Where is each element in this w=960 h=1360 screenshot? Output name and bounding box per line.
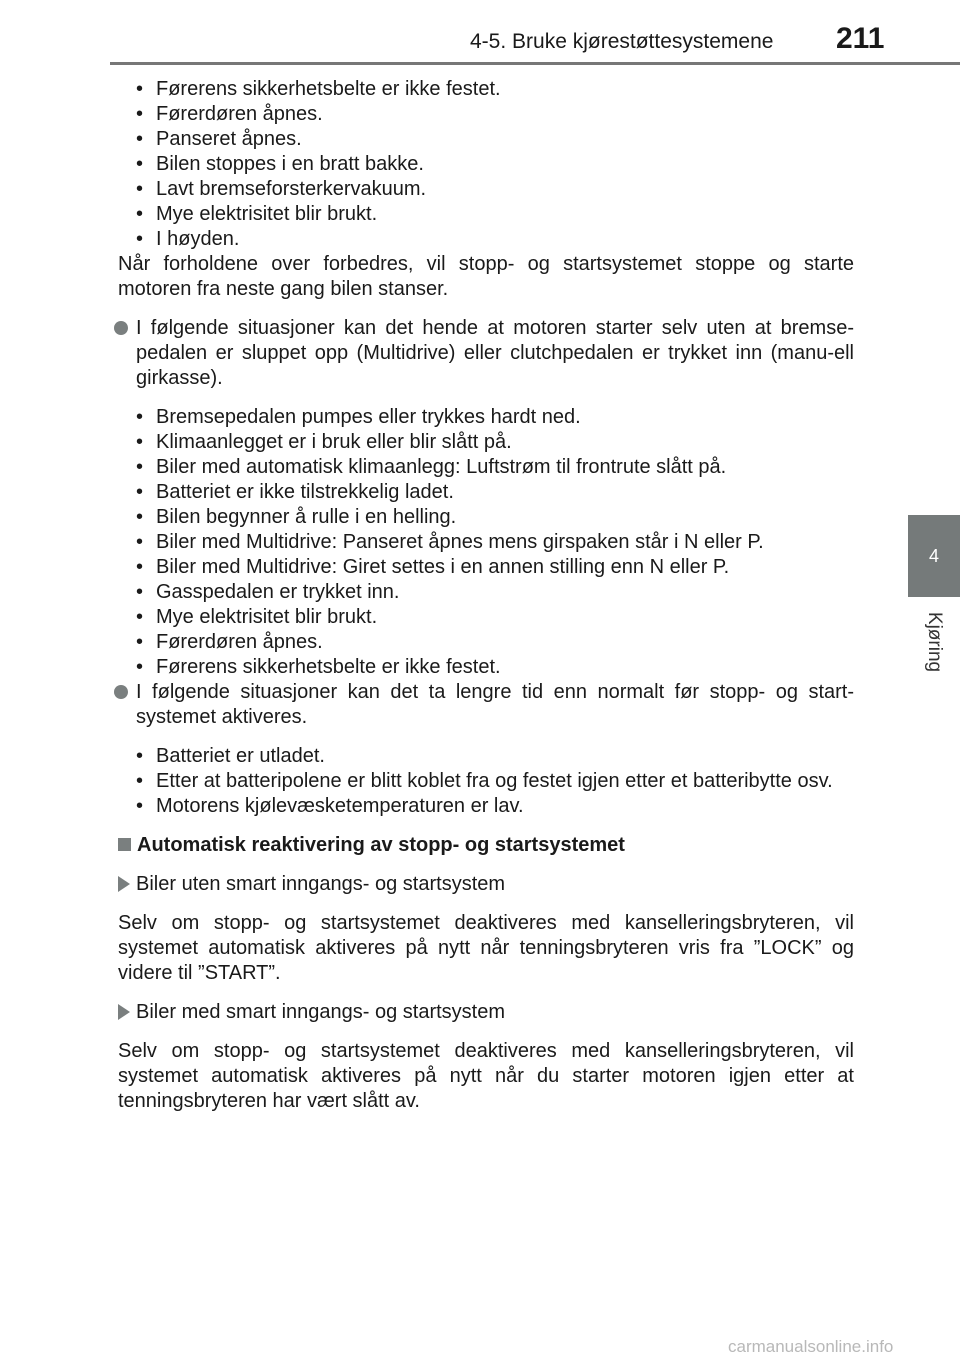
bullet-list-1 (118, 77, 854, 252)
list-item: • Førerens sikkerhetsbelte er ikke festet. (136, 77, 854, 102)
list-item: • Biler med automatisk klimaanlegg: Luftstrøm til frontrute slått på. (136, 455, 854, 480)
page-number: 211 (836, 22, 885, 55)
subsection-title-1 (118, 872, 854, 897)
list-item: • Biler med Multidrive: Giret settes i en annen stilling enn N eller P. (136, 555, 854, 580)
list-item: • Klimaanlegget er i bruk eller blir slått på. (136, 430, 854, 455)
list-item: • Panseret åpnes. (136, 127, 854, 152)
list-item: • Motorens kjølevæsketemperaturen er lav. (136, 794, 854, 819)
list-item: • Mye elektrisitet blir brukt. (136, 605, 854, 630)
paragraph: Når forholdene over forbedres, vil stopp- og startsystemet stoppe og starte motoren fra neste gang bilen stanser. (118, 253, 854, 300)
page-content (118, 77, 854, 1114)
heading-text: Automatisk reaktivering av stopp- og startsystemet (137, 834, 625, 856)
list-item: • Bilen stoppes i en bratt bakke. (136, 152, 854, 177)
list-item: • Førerdøren åpnes. (136, 102, 854, 127)
section-title: 4-5. Bruke kjørestøttesystemene (470, 30, 774, 53)
circle-point-1 (118, 316, 854, 391)
list-item: • Lavt bremseforsterkervakuum. (136, 177, 854, 202)
list-item: • I høyden. (136, 227, 854, 252)
subsection-title-text: Biler med smart inngangs- og startsystem (136, 1001, 506, 1023)
list-item: • Mye elektrisitet blir brukt. (136, 202, 854, 227)
square-bullet-icon (118, 838, 131, 851)
bullet-list-2 (118, 405, 854, 680)
circle-bullet-icon (114, 685, 128, 699)
list-item: • Biler med Multidrive: Panseret åpnes mens girspaken står i N eller P. (136, 530, 854, 555)
chapter-number: 4 (928, 545, 939, 566)
list-item: • Batteriet er utladet. (136, 744, 854, 769)
watermark: carmanualsonline.info (728, 1337, 894, 1356)
chapter-label-wrap (909, 602, 959, 682)
chapter-label: Kjøring (924, 611, 945, 673)
circle-point-2 (118, 680, 854, 730)
list-item: • Gasspedalen er trykket inn. (136, 580, 854, 605)
page-header (0, 0, 960, 64)
list-item: • Førerdøren åpnes. (136, 630, 854, 655)
chapter-tab (908, 515, 960, 597)
header-rule (110, 62, 960, 65)
point-text: I følgende situasjoner kan det hende at motoren starter selv uten at bremse-pedalen er sluppet opp (Multidrive) eller clutchpedalen er trykket inn (manu-ell girkasse). (136, 317, 854, 389)
subsection-body-1: Selv om stopp- og startsystemet deaktiveres med kanselleringsbryteren, vil systemet automatisk aktiveres på nytt når tenningsbryteren vris fra ”LOCK” og videre til ”START”. (118, 912, 854, 984)
list-item: • Bremsepedalen pumpes eller trykkes hardt ned. (136, 405, 854, 430)
section-heading (118, 833, 854, 858)
triangle-bullet-icon (118, 1004, 130, 1020)
list-item: • Batteriet er ikke tilstrekkelig ladet. (136, 480, 854, 505)
list-item: • Førerens sikkerhetsbelte er ikke festet. (136, 655, 854, 680)
subsection-title-text: Biler uten smart inngangs- og startsystem (136, 873, 506, 895)
circle-bullet-icon (114, 321, 128, 335)
point-text: I følgende situasjoner kan det ta lengre tid enn normalt før stopp- og start-systemet aktiveres. (136, 681, 854, 728)
bullet-list-3 (118, 744, 854, 819)
subsection-body-2: Selv om stopp- og startsystemet deaktiveres med kanselleringsbryteren, vil systemet automatisk aktiveres på nytt når du starter motoren igjen etter at tenningsbryteren har vært slått av. (118, 1040, 854, 1112)
subsection-title-2 (118, 1000, 854, 1025)
triangle-bullet-icon (118, 876, 130, 892)
list-item: • Bilen begynner å rulle i en helling. (136, 505, 854, 530)
list-item: • Etter at batteripolene er blitt koblet fra og festet igjen etter et batteribytte osv. (136, 769, 854, 794)
